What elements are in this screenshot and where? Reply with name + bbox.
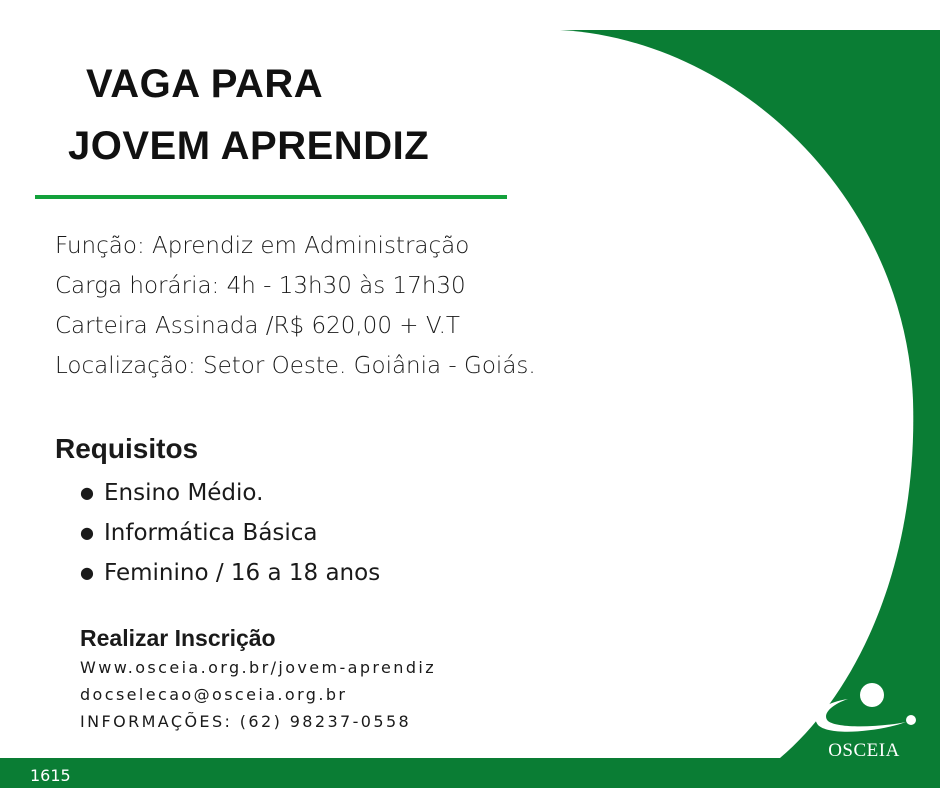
registration-url: Www.osceia.org.br/jovem-aprendiz: [80, 658, 437, 677]
bullet-icon: ●: [80, 523, 94, 542]
detail-workload: Carga horária: 4h - 13h30 às 17h30: [55, 273, 466, 299]
registration-title: Realizar Inscrição: [80, 625, 276, 651]
registration-phone: INFORMAÇÕES: (62) 98237-0558: [80, 712, 412, 731]
requirement-item: [80, 560, 380, 586]
requirement-item: [80, 520, 318, 546]
requirement-label: Ensino Médio.: [104, 480, 264, 506]
registration-email: docselecao@osceia.org.br: [80, 685, 348, 704]
detail-function: Função: Aprendiz em Administração: [55, 233, 470, 259]
title-divider: [35, 195, 507, 199]
bullet-icon: ●: [80, 563, 94, 582]
title-line-1: VAGA PARA: [86, 62, 324, 106]
osceia-logo-icon: [808, 682, 918, 732]
title-line-2: JOVEM APRENDIZ: [68, 124, 430, 168]
logo-text: OSCEIA: [828, 740, 900, 761]
detail-salary: Carteira Assinada /R$ 620,00 + V.T: [55, 313, 460, 339]
requirements-title: Requisitos: [55, 433, 199, 464]
post-id: 1615: [30, 766, 71, 785]
requirement-item: [80, 480, 263, 506]
bullet-icon: ●: [80, 483, 94, 502]
requirement-label: Feminino / 16 a 18 anos: [104, 560, 381, 586]
requirement-label: Informática Básica: [104, 520, 318, 546]
detail-location: Localização: Setor Oeste. Goiânia - Goiás.: [55, 353, 536, 379]
